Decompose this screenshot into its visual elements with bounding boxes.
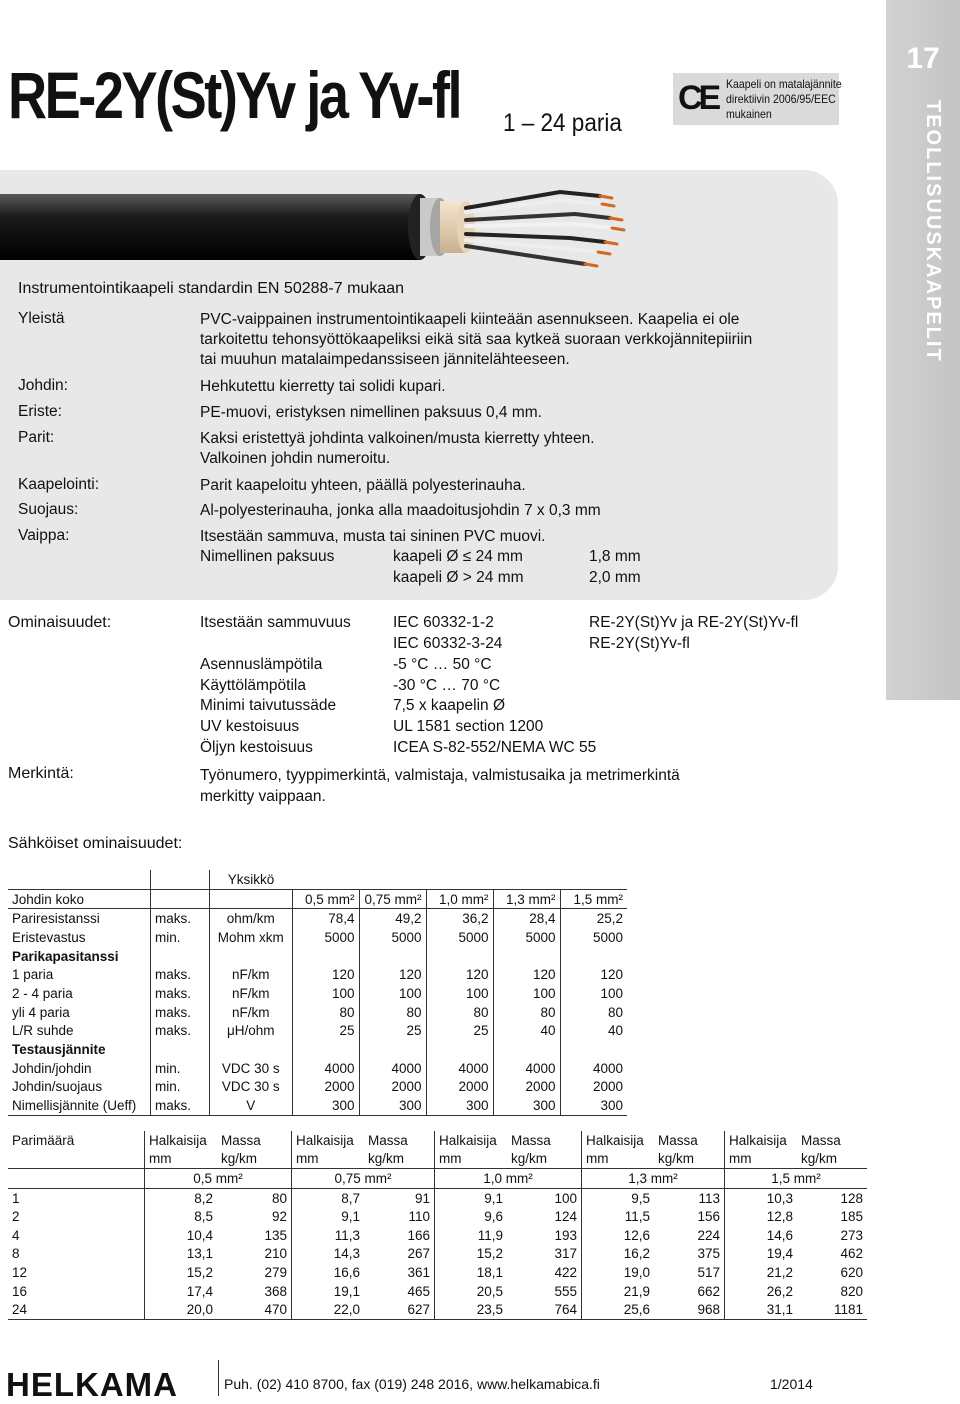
- row-label: 2 - 4 paria: [12, 985, 73, 1001]
- footer-contact: Puh. (02) 410 8700, fax (019) 248 2016, www.helkamabica.fi: [224, 1376, 600, 1392]
- cell: 361: [407, 1264, 430, 1280]
- cell: 100: [493, 984, 560, 1003]
- cell: 9,1: [292, 1207, 365, 1226]
- prop-note: RE-2Y(St)Yv-fl: [589, 635, 690, 652]
- cell: 2000: [426, 1078, 493, 1097]
- electrical-heading: Sähköiset ominaisuudet:: [8, 835, 183, 852]
- cell: 2000: [292, 1078, 359, 1097]
- cell: 620: [840, 1264, 863, 1280]
- cell: nF/km: [210, 965, 293, 984]
- row-label: Johdin/johdin: [12, 1060, 92, 1076]
- cell: 25: [359, 1022, 426, 1041]
- cell: Mohm xkm: [210, 928, 293, 947]
- cell: 300: [359, 1096, 426, 1115]
- prop-value: ICEA S-82-552/NEMA WC 55: [393, 739, 597, 756]
- value-suojaus: Al-polyesterinauha, jonka alla maadoitusjohdin 7 x 0,3 mm: [200, 502, 601, 519]
- cell: [560, 947, 627, 966]
- table-row: [8, 1300, 867, 1319]
- cell: maks.: [151, 984, 210, 1003]
- cell: [151, 947, 210, 966]
- cell: 1181: [833, 1302, 863, 1318]
- prop-name: Käyttölämpötila: [200, 677, 306, 694]
- cell: 80: [271, 1190, 287, 1206]
- cell: 465: [407, 1283, 430, 1299]
- cell: 317: [554, 1246, 577, 1262]
- cell: 470: [264, 1302, 287, 1318]
- label-yleista: Yleistä: [18, 310, 65, 327]
- pair-count: 8: [12, 1246, 20, 1262]
- label-kaapelointi: Kaapelointi:: [18, 476, 100, 493]
- cell: μH/ohm: [210, 1022, 293, 1041]
- cell: 375: [697, 1246, 720, 1262]
- cell: 627: [407, 1302, 430, 1318]
- table-row: [8, 1282, 867, 1301]
- cell: 820: [840, 1283, 863, 1299]
- cell: 300: [493, 1096, 560, 1115]
- cell: 91: [414, 1190, 430, 1206]
- cell: 17,4: [145, 1282, 218, 1301]
- cell: 166: [407, 1227, 430, 1243]
- ce-mark-icon: CE: [678, 79, 718, 117]
- cell: 25: [426, 1022, 493, 1041]
- cell: 113: [698, 1190, 720, 1206]
- row-label: L/R suhde: [12, 1023, 74, 1039]
- cell: 11,3: [292, 1226, 365, 1245]
- cell: 224: [697, 1227, 720, 1243]
- thickness-label: Nimellinen paksuus: [200, 548, 335, 565]
- cell: 120: [493, 965, 560, 984]
- thickness-b-value: 2,0 mm: [589, 569, 641, 586]
- cell: 9,1: [435, 1188, 508, 1207]
- table-row: Johdin koko 0,5 mm² 0,75 mm² 1,0 mm² 1,3 mm² 1,5 mm²: [8, 889, 627, 909]
- cell: 5000: [560, 928, 627, 947]
- cell: 21,2: [725, 1263, 798, 1282]
- cell: [560, 1040, 627, 1059]
- table-row: [8, 1263, 867, 1282]
- cell: 124: [554, 1209, 577, 1225]
- cell: [292, 1040, 359, 1059]
- table-row: [8, 1245, 867, 1264]
- page-title: RE-2Y(St)Yv ja Yv-fl: [8, 58, 461, 132]
- pair-count: 4: [12, 1227, 20, 1243]
- cell: 11,5: [582, 1207, 655, 1226]
- cell: [359, 1040, 426, 1059]
- cell: [493, 1040, 560, 1059]
- cell: 19,4: [725, 1245, 798, 1264]
- cell: 110: [408, 1209, 430, 1225]
- cell: 273: [840, 1227, 863, 1243]
- cell: 80: [359, 1003, 426, 1022]
- table-row: [8, 1188, 867, 1207]
- cell: V: [210, 1096, 293, 1115]
- row-label: Johdin/suojaus: [12, 1079, 103, 1095]
- label-eriste: Eriste:: [18, 403, 62, 420]
- cell: 8,5: [145, 1207, 218, 1226]
- cell: 8,7: [292, 1188, 365, 1207]
- cell: [292, 947, 359, 966]
- cell: 300: [292, 1096, 359, 1115]
- cell: [210, 1040, 293, 1059]
- section-label: TEOLLISUUSKAAPELIT: [922, 100, 944, 363]
- thickness-a-value: 1,8 mm: [589, 548, 641, 565]
- table-row: [8, 1226, 867, 1245]
- cell: ohm/km: [210, 909, 293, 928]
- pair-count: 24: [12, 1302, 28, 1318]
- cell: 100: [292, 984, 359, 1003]
- prop-name: Itsestään sammuvuus: [200, 614, 351, 631]
- label-vaippa: Vaippa:: [18, 527, 70, 544]
- table-row: [8, 1040, 627, 1059]
- table-row: [8, 1003, 627, 1022]
- cell: 120: [359, 965, 426, 984]
- prop-name: Minimi taivutussäde: [200, 697, 337, 714]
- cell: 4000: [292, 1059, 359, 1078]
- cell: 120: [560, 965, 627, 984]
- cell: 368: [264, 1283, 287, 1299]
- table-row: [8, 1096, 627, 1115]
- pair-count: 2: [12, 1209, 20, 1225]
- table-row: [8, 909, 627, 928]
- cell: 12,6: [582, 1226, 655, 1245]
- value-vaippa: Itsestään sammuva, musta tai sininen PVC muovi.: [200, 528, 546, 545]
- label-johdin: Johdin:: [18, 377, 68, 394]
- table-row: [8, 928, 627, 947]
- marking-text: Työnumero, tyyppimerkintä, valmistaja, valmistusaika ja metrimerkintä merkitty vaippaan.: [200, 767, 680, 805]
- cell: 517: [697, 1264, 720, 1280]
- prop-value: UL 1581 section 1200: [393, 718, 544, 735]
- cell: 19,1: [292, 1282, 365, 1301]
- cell: 764: [554, 1302, 577, 1318]
- row-label: Pariresistanssi: [12, 911, 100, 927]
- cell: 9,5: [582, 1188, 655, 1207]
- cell: 80: [493, 1003, 560, 1022]
- thickness-b: kaapeli Ø > 24 mm: [393, 569, 524, 586]
- cell: 156: [697, 1209, 720, 1225]
- prop-name: UV kestoisuus: [200, 718, 300, 735]
- cell: maks.: [151, 965, 210, 984]
- cell: 80: [292, 1003, 359, 1022]
- marking-label: Merkintä:: [8, 765, 74, 782]
- cell: 25,2: [560, 909, 627, 928]
- cell: VDC 30 s: [210, 1059, 293, 1078]
- cell: [151, 1040, 210, 1059]
- value-parit: Kaksi eristettyä johdinta valkoinen/musta kierretty yhteen. Valkoinen johdin numeroitu.: [200, 430, 595, 467]
- properties-label: Ominaisuudet:: [8, 614, 112, 631]
- row-label: Parikapasitanssi: [12, 948, 119, 964]
- cell: 28,4: [493, 909, 560, 928]
- prop-value: IEC 60332-1-2: [393, 614, 494, 631]
- prop-note: RE-2Y(St)Yv ja RE-2Y(St)Yv-fl: [589, 614, 799, 631]
- cell: maks.: [151, 1022, 210, 1041]
- table-row: [8, 1022, 627, 1041]
- pair-count: 16: [12, 1283, 28, 1299]
- prop-value: -5 °C … 50 °C: [393, 656, 492, 673]
- cell: 80: [560, 1003, 627, 1022]
- cell: [493, 947, 560, 966]
- pair-count: 12: [12, 1264, 28, 1280]
- thickness-a: kaapeli Ø ≤ 24 mm: [393, 548, 523, 565]
- row-label: Eristevastus: [12, 929, 86, 945]
- cell: 25: [292, 1022, 359, 1041]
- cell: 300: [426, 1096, 493, 1115]
- value-yleista: PVC-vaippainen instrumentointikaapeli kiinteään asennukseen. Kaapelia ei ole tarkoitettu tehonsyöttökaapeliksi eikä sitä saa kytkeä suoraan verkkojännitepiiriin tai muuhun matalaimpedanssiseen jännitelähteeseen.: [200, 311, 753, 368]
- table-row: [8, 947, 627, 966]
- dimensions-table: Parimäärä Halkaisija Massa Halkaisija Massa Halkaisija Massa Halkaisija Massa Halkaisija Massa mm kg/km mm kg/km mm kg/km mm kg/km mm kg/km 0,5 mm² 0,75 mm² 1,0 mm² 1,3 mm² 1,5 mm² 1 8,2 80 8,7 91 9,1 100 9,5 113 10,3 128 2 8,5 92 9,1 110 9,6 124 11,5 156 12,8 185 4 10,4 135 11,3 166 11,9 193 12,6 224 14,6 273 8 13,1 210 14,3 267 15,2 317 16,2 375 19,4 462 12 15,2 279 16,6 361 18,1 422 19,0 517 21,2 620 16 17,4 368 19,1 465 20,5 555 21,9 662 26,2 820 24 20,0 470 22,0 627 23,5 764 25,6 968 31,1 1181: [8, 1131, 867, 1320]
- cell: 5000: [426, 928, 493, 947]
- cell: 210: [264, 1246, 287, 1262]
- cell: 662: [697, 1283, 720, 1299]
- prop-value: IEC 60332-3-24: [393, 635, 503, 652]
- prop-name: Öljyn kestoisuus: [200, 739, 313, 756]
- cell: 267: [407, 1246, 430, 1262]
- cell: 40: [493, 1022, 560, 1041]
- page-number: 17: [906, 42, 940, 75]
- cell: 4000: [426, 1059, 493, 1078]
- cell: [359, 947, 426, 966]
- cell: 80: [426, 1003, 493, 1022]
- cell: 5000: [359, 928, 426, 947]
- cell: min.: [151, 1078, 210, 1097]
- prop-value: 7,5 x kaapelin Ø: [393, 697, 506, 714]
- electrical-table: [8, 870, 627, 1116]
- value-eriste: PE-muovi, eristyksen nimellinen paksuus 0,4 mm.: [200, 404, 542, 421]
- cell: 78,4: [292, 909, 359, 928]
- cell: 968: [697, 1302, 720, 1318]
- cell: 49,2: [359, 909, 426, 928]
- cell: 4000: [359, 1059, 426, 1078]
- cell: 20,5: [435, 1282, 508, 1301]
- prop-value: -30 °C … 70 °C: [393, 677, 501, 694]
- cell: 10,3: [725, 1188, 798, 1207]
- cell: 120: [426, 965, 493, 984]
- cell: maks.: [151, 1096, 210, 1115]
- row-label: 1 paria: [12, 967, 54, 983]
- value-johdin: Hehkutettu kierretty tai solidi kupari.: [200, 378, 446, 395]
- cell: 4000: [560, 1059, 627, 1078]
- cell: 14,6: [725, 1226, 798, 1245]
- cell: 15,2: [435, 1245, 508, 1264]
- cell: 422: [554, 1264, 577, 1280]
- cell: [426, 947, 493, 966]
- unit-header: Yksikkö: [210, 870, 293, 889]
- cable-image: [0, 178, 640, 278]
- cell: 40: [560, 1022, 627, 1041]
- cell: 13,1: [145, 1245, 218, 1264]
- cell: 11,9: [435, 1226, 508, 1245]
- cell: 100: [359, 984, 426, 1003]
- cell: 16,6: [292, 1263, 365, 1282]
- panel-heading: Instrumentointikaapeli standardin EN 50288-7 mukaan: [18, 280, 405, 297]
- row-label: Testausjännite: [12, 1042, 106, 1058]
- cell: 185: [840, 1209, 863, 1225]
- cell: 21,9: [582, 1282, 655, 1301]
- cell: 15,2: [145, 1263, 218, 1282]
- row-label: yli 4 paria: [12, 1004, 70, 1020]
- cell: 5000: [493, 928, 560, 947]
- cell: 2000: [493, 1078, 560, 1097]
- cell: 5000: [292, 928, 359, 947]
- cell: 10,4: [145, 1226, 218, 1245]
- cell: maks.: [151, 1003, 210, 1022]
- cell: 279: [264, 1264, 287, 1280]
- cell: 16,2: [582, 1245, 655, 1264]
- label-parit: Parit:: [18, 429, 55, 446]
- cell: 4000: [493, 1059, 560, 1078]
- cell: maks.: [151, 909, 210, 928]
- cell: [426, 1040, 493, 1059]
- cell: 100: [426, 984, 493, 1003]
- cell: nF/km: [210, 984, 293, 1003]
- cell: 300: [560, 1096, 627, 1115]
- cell: 555: [554, 1283, 577, 1299]
- cell: 120: [292, 965, 359, 984]
- prop-name: Asennuslämpötila: [200, 656, 323, 673]
- cell: 128: [840, 1190, 863, 1206]
- footer-date: 1/2014: [770, 1376, 813, 1392]
- row-label: Nimellisjännite (Ueff): [12, 1098, 137, 1114]
- cell: nF/km: [210, 1003, 293, 1022]
- table-row: [8, 1059, 627, 1078]
- cell: 36,2: [426, 909, 493, 928]
- cell: 2000: [560, 1078, 627, 1097]
- cell: 23,5: [435, 1300, 508, 1319]
- ce-note: Kaapeli on matalajännite direktiivin 2006/95/EEC mukainen: [726, 77, 842, 121]
- cell: 26,2: [725, 1282, 798, 1301]
- cell: 19,0: [582, 1263, 655, 1282]
- table-row: [8, 984, 627, 1003]
- cell: 193: [554, 1227, 577, 1243]
- cell: 100: [554, 1190, 577, 1206]
- cell: 8,2: [145, 1188, 218, 1207]
- pair-count: 1: [12, 1190, 20, 1206]
- cell: 25,6: [582, 1300, 655, 1319]
- table-row: [8, 1078, 627, 1097]
- cell: 135: [264, 1227, 287, 1243]
- cell: 20,0: [145, 1300, 218, 1319]
- cell: 14,3: [292, 1245, 365, 1264]
- table-row: [8, 1207, 867, 1226]
- label-suojaus: Suojaus:: [18, 501, 79, 518]
- cell: min.: [151, 928, 210, 947]
- value-kaapelointi: Parit kaapeloitu yhteen, päällä polyesterinauha.: [200, 477, 526, 494]
- cell: 462: [840, 1246, 863, 1262]
- cell: 12,8: [725, 1207, 798, 1226]
- cell: [210, 947, 293, 966]
- helkama-logo: HELKAMA: [6, 1366, 178, 1403]
- cell: 22,0: [292, 1300, 365, 1319]
- cell: VDC 30 s: [210, 1078, 293, 1097]
- page-subtitle: 1 – 24 paria: [503, 109, 622, 137]
- cell: 2000: [359, 1078, 426, 1097]
- table-row: [8, 965, 627, 984]
- cell: 9,6: [435, 1207, 508, 1226]
- cell: 100: [560, 984, 627, 1003]
- footer-divider: [218, 1360, 219, 1396]
- cell: min.: [151, 1059, 210, 1078]
- cell: 18,1: [435, 1263, 508, 1282]
- cell: 31,1: [725, 1300, 798, 1319]
- cell: 92: [271, 1209, 287, 1225]
